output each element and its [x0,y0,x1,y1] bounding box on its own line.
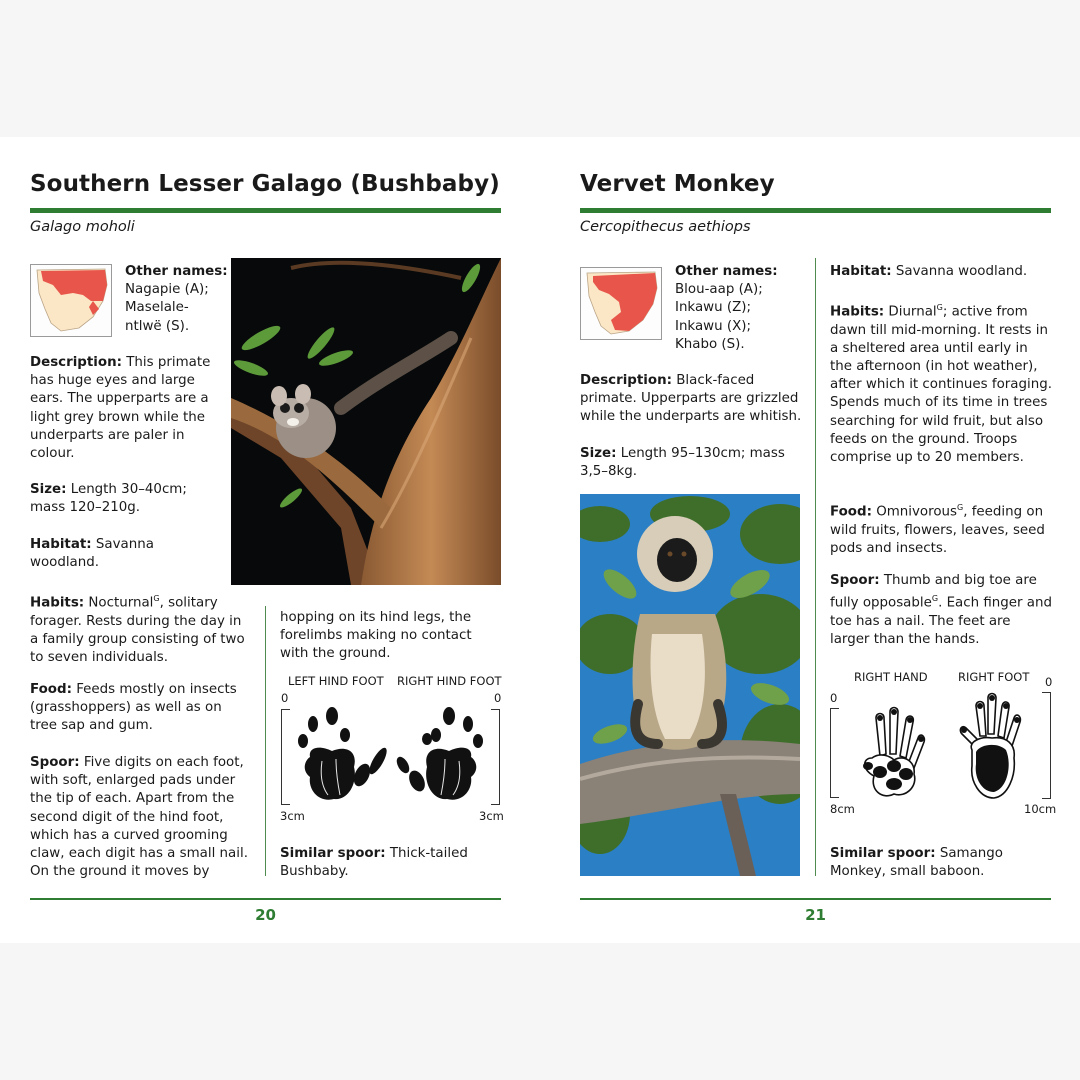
scale-bracket-left [281,709,290,805]
scale-bracket-left [830,708,839,798]
other-names-label: Other names: [675,264,778,279]
footprint-label-left: RIGHT HAND [854,670,928,684]
habitat-text: Savanna woodland. [30,537,154,571]
other-names-vervet [675,263,778,354]
other-name: Maselale- [125,300,189,316]
page-title-galago: Southern Lesser Galago (Bushbaby) [30,171,500,197]
habits-text: ; active from dawn till mid-morning. It rests in a sheltered area until early in the afternoon (in hot weather), after which it continues foraging. Spends much of its time in trees searching for wild fruit, but also feeds on the ground. Troops comprise up to 20 members. [830,304,1052,466]
spoor-vervet [830,572,1052,649]
description-text: Black-faced primate. Upperparts are grizzled while the underparts are whitish. [580,373,802,425]
scale-bottom-left: 8cm [830,802,855,816]
habits-vervet [830,299,1052,467]
habitat-galago [30,536,220,572]
vervet-photo [580,494,800,876]
size-galago [30,481,220,517]
page-number-right: 21 [805,906,826,924]
distribution-map-vervet [580,267,662,340]
footprint-label-right: RIGHT HIND FOOT [397,674,502,688]
description-text: This primate has huge eyes and large ears. The upperparts are a light grey brown while the underparts are paler in colour. [30,355,211,462]
column-divider [815,258,816,876]
glossary-mark: G [153,594,160,603]
food-galago [30,681,252,736]
continued-text-galago: hopping on its hind legs, the forelimbs making no contact with the ground. [280,610,472,662]
other-name: ntlwë (S). [125,318,190,334]
footer-rule [580,898,1051,900]
spoor-text: Five digits on each foot, with soft, enlarged pads under the tip of each. Apart from the second digit of the hind foot, which has a curved grooming claw, each digit has a small nail. On the ground it moves by [30,755,248,880]
size-text: Length 95–130cm; mass 3,5–8kg. [580,446,785,480]
scale-top-left: 0 [830,691,838,705]
footprint-label-left: LEFT HIND FOOT [288,674,384,688]
description-label: Description: [30,355,122,370]
food-label: Food: [30,682,72,697]
page-title-vervet: Vervet Monkey [580,171,775,197]
galago-photo [231,258,501,585]
scale-bottom-right: 10cm [1024,802,1057,816]
similar-spoor-label: Similar spoor: [830,846,936,861]
left-hind-foot-print [292,705,388,805]
distribution-map-galago [30,264,112,337]
habits-word: Nocturnal [84,595,154,611]
spoor-label: Spoor: [30,755,80,770]
other-name: Inkawu (X); [675,318,751,334]
latin-name-vervet: Cercopithecus aethiops [580,219,751,235]
scale-top-right: 0 [494,691,502,705]
footprint-label-right: RIGHT FOOT [958,670,1030,684]
size-label: Size: [580,446,617,461]
food-word: Omnivorous [871,504,957,520]
food-vervet [830,499,1052,558]
page-number-left: 20 [255,906,276,924]
habits-word: Diurnal [884,304,937,320]
habitat-label: Habitat: [830,264,892,279]
other-name: Khabo (S). [675,336,745,352]
size-vervet [580,445,804,481]
description-galago [30,354,220,463]
glossary-mark: G [931,594,939,604]
spoor-galago [30,754,252,881]
scale-bottom-right: 3cm [479,809,504,823]
other-name: Nagapie (A); [125,282,209,298]
size-label: Size: [30,482,67,497]
habits-galago [30,590,252,667]
scale-bracket-right [491,709,500,805]
description-label: Description: [580,373,672,388]
food-text: Feeds mostly on insects (grasshoppers) as well as on tree sap and gum. [30,682,237,734]
other-name: Blou-aap (A); [675,282,763,298]
glossary-mark: G [957,503,964,512]
scale-top-left: 0 [281,691,289,705]
habits-text: , solitary forager. Rests during the day in a family group consisting of two to seven individuals. [30,595,245,666]
scale-top-right: 0 [1045,675,1053,689]
similar-spoor-text: Thick-tailed Bushbaby. [280,846,468,880]
habitat-text: Savanna woodland. [891,264,1028,279]
other-name: Inkawu (Z); [675,300,751,316]
similar-spoor-vervet [830,845,1052,881]
habits-label: Habits: [30,595,85,611]
food-text: , feeding on wild fruits, flowers, leaves, seed pods and insects. [830,504,1045,556]
description-vervet [580,372,804,427]
spoor-text: Thumb and big toe are fully opposable [830,573,1037,611]
title-rule [30,208,501,213]
footer-rule [30,898,501,900]
other-names-galago [125,263,228,336]
spoor-text: . Each finger and toe has a nail. The feet are larger than the hands. [830,595,1052,648]
scale-bottom-left: 3cm [280,809,305,823]
similar-spoor-text: Samango Monkey, small baboon. [830,846,1003,880]
habitat-vervet [830,263,1052,281]
column-divider [265,606,266,876]
latin-name-galago: Galago moholi [30,219,135,235]
habits-label: Habits: [830,304,885,320]
scale-bracket-right [1042,692,1051,799]
right-hand-print [860,706,926,802]
other-names-label: Other names: [125,264,228,279]
food-label: Food: [830,504,872,520]
glossary-mark: G [936,303,943,312]
right-hind-foot-print [393,705,489,805]
title-rule [580,208,1051,213]
spoor-label: Spoor: [830,573,880,588]
right-foot-print [958,692,1026,802]
similar-spoor-label: Similar spoor: [280,846,386,861]
habitat-label: Habitat: [30,537,92,552]
size-text: Length 30–40cm; mass 120–210g. [30,482,187,516]
similar-spoor-galago [280,845,502,881]
